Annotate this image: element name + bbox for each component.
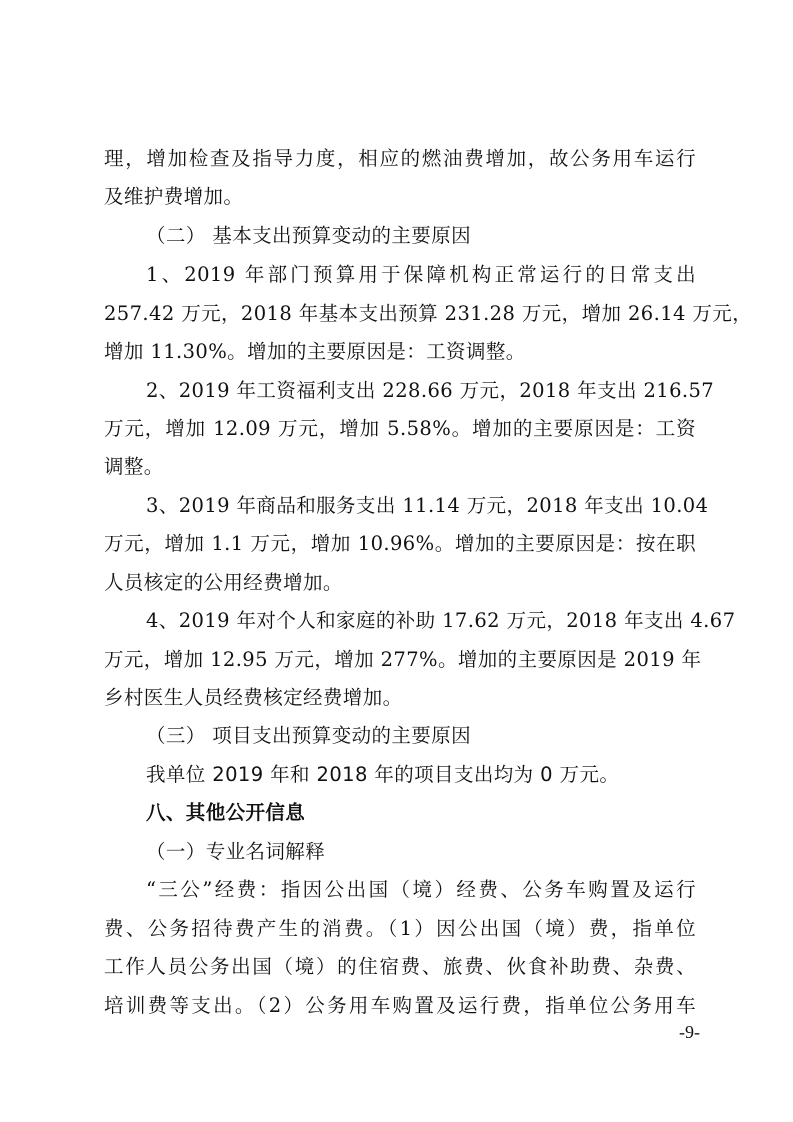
body-text-line: 工作人员公务出国（境）的住宿费、旅费、伙食补助费、杂费、 — [104, 955, 696, 978]
section-heading: （一）专业名词解释 — [146, 840, 326, 863]
body-text-line: 4、2019 年对个人和家庭的补助 17.62 万元，2018 年支出 4.67 — [146, 609, 736, 632]
body-text-line: “三公”经费：指因公出国（境）经费、公务车购置及运行 — [146, 878, 696, 901]
page-number: -9- — [679, 1022, 700, 1042]
chapter-heading: 八、其他公开信息 — [146, 801, 306, 824]
body-text-line: 调整。 — [104, 455, 164, 478]
body-text-line: 费、公务招待费产生的消费。（1）因公出国（境）费，指单位 — [104, 917, 696, 940]
body-text-line: 及维护费增加。 — [104, 185, 244, 208]
body-text-line: 乡村医生人员经费核定经费增加。 — [104, 686, 403, 709]
body-text-line: 培训费等支出。（2）公务用车购置及运行费，指单位公务用车 — [104, 994, 696, 1017]
body-text-line: 理，增加检查及指导力度，相应的燃油费增加，故公务用车运行 — [104, 147, 696, 170]
body-text-line: 万元，增加 12.09 万元，增加 5.58%。增加的主要原因是：工资 — [104, 417, 696, 440]
body-text-line: 257.42 万元，2018 年基本支出预算 231.28 万元，增加 26.14 万元， — [104, 302, 753, 325]
section-heading: （三） 项目支出预算变动的主要原因 — [146, 724, 471, 747]
body-text-line: 万元，增加 12.95 万元，增加 277%。增加的主要原因是 2019 年 — [104, 648, 702, 671]
body-text-line: 人员核定的公用经费增加。 — [104, 571, 343, 594]
body-text-line: 2、2019 年工资福利支出 228.66 万元，2018 年支出 216.57 — [146, 379, 715, 402]
section-heading: （二） 基本支出预算变动的主要原因 — [146, 224, 471, 247]
body-text-line: 万元，增加 1.1 万元，增加 10.96%。增加的主要原因是：按在职 — [104, 532, 696, 555]
body-text-line: 1、2019 年部门预算用于保障机构正常运行的日常支出 — [146, 263, 696, 286]
body-text-line: 3、2019 年商品和服务支出 11.14 万元，2018 年支出 10.04 — [146, 494, 709, 517]
body-text-line: 增加 11.30%。增加的主要原因是：工资调整。 — [104, 340, 526, 363]
body-text-line: 我单位 2019 年和 2018 年的项目支出均为 0 万元。 — [146, 763, 620, 786]
